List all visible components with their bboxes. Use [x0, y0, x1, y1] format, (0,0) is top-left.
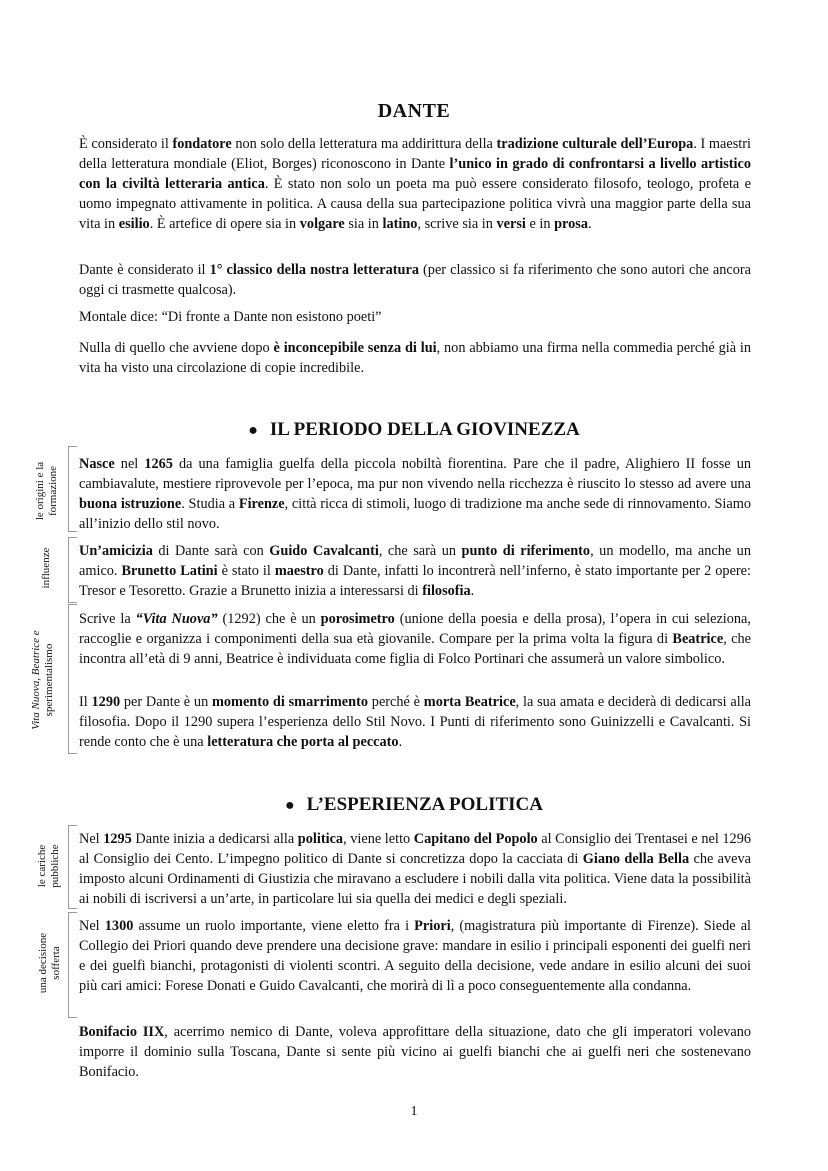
note-bracket: [68, 825, 77, 909]
page-title: DANTE: [377, 100, 451, 122]
side-note-decisione: una decisione sofferta: [37, 932, 62, 994]
note-bracket: [68, 537, 77, 603]
page-number: 1: [410, 1104, 418, 1119]
politica-paragraph-2: Nel 1300 assume un ruolo importante, viene eletto fra i Priori, (magistratura più importante di Firenze). Siede al Collegio dei Priori quando deve prendere una decisione grave: mandare in esilio i principali esponenti dei guelfi neri e dei guelfi bianchi, protagonisti di violenti scontri. A seguito della decisione, vede andare in esilio alcuni dei suoi più cari amici: Forese Donati e Guido Cavalcanti, che morirà di lì a poco conseguentemente alla condanna.: [79, 918, 752, 994]
giovinezza-paragraph-2: Un’amicizia di Dante sarà con Guido Cavalcanti, che sarà un punto di riferimento, un modello, ma anche un amico. Brunetto Latini è stato il maestro di Dante, infatti lo incontrerà nell’inferno, è stato importante per 2 opere: Tresor e Tesoretto. Grazie a Brunetto inizia a interessarsi di filosofia.: [79, 543, 751, 599]
giovinezza-paragraph-1: Nasce nel 1265 da una famiglia guelfa della piccola nobiltà fiorentina. Pare che il padre, Alighiero II fosse un cambiavalute, mestiere riprovevole per l’epoca, ma pur non vivendo nella ricchezza è riuscito lo stesso ad avere una buona istruzione. Studia a Firenze, città ricca di stimoli, luogo di tradizione ma anche sede di rinnovamento. Siamo all’inizio dello stil novo.: [79, 456, 751, 532]
side-note-influenze: influenze: [40, 547, 52, 589]
intro-paragraph-3: Montale dice: “Di fronte a Dante non esistono poeti”: [79, 309, 382, 325]
intro-paragraph-2: Dante è considerato il 1° classico della nostra letteratura (per classico si fa riferimento che sono autori che ancora oggi ci trasmette qualcosa).: [79, 262, 751, 298]
giovinezza-paragraph-4: Il 1290 per Dante è un momento di smarrimento perché è morta Beatrice, la sua amata e deciderà di dedicarsi alla filosofia. Dopo il 1290 supera l’esperienza dello Stil Novo. I Punti di riferimento sono Guinizzelli e Cavalcanti. Si rende conto che è una letteratura che porta al peccato.: [79, 694, 752, 750]
section-heading-giovinezza: ● IL PERIODO DELLA GIOVINEZZA: [248, 419, 580, 440]
bullet-icon: ●: [248, 422, 258, 439]
side-note-vita-nuova: Vita Nuova, Beatrice e sperimentalismo: [30, 630, 55, 730]
politica-paragraph-1: Nel 1295 Dante inizia a dedicarsi alla politica, viene letto Capitano del Popolo al Consiglio dei Trentasei e nel 1296 al Consiglio dei Cento. L’impegno politico di Dante si concretizza dopo la cacciata di Giano della Bella che aveva imposto alcuni Ordinamenti di Giustizia che miravano a escludere i nobili dalla vita politica. Viene data la possibilità ai nobili di iscriversi a un’arte, in particolare lui sia quella dei medici e degli speziali.: [79, 831, 751, 907]
section-heading-politica: ● L’ESPERIENZA POLITICA: [284, 794, 543, 815]
intro-paragraph-4: Nulla di quello che avviene dopo è inconcepibile senza di lui, non abbiamo una firma nella commedia perché già in vita ha visto una circolazione di copie incredibile.: [79, 340, 752, 376]
giovinezza-paragraph-3: Scrive la “Vita Nuova” (1292) che è un porosimetro (unione della poesia e della prosa), l’opera in cui seleziona, raccoglie e organizza i componimenti della sua età giovanile. Compare per la prima volta la figura di Beatrice, che incontra all’età di 9 anni, Beatrice è individuata come figlia di Folco Portinari che assumerà un valore simbolico.: [79, 611, 751, 667]
side-note-origini: le origini e la formazione: [34, 461, 59, 521]
note-bracket: [68, 604, 77, 754]
politica-paragraph-3: Bonifacio IIX, acerrimo nemico di Dante, voleva approfittare della situazione, dato che gli imperatori volevano imporre il dominio sulla Toscana, Dante si sente più vicino ai guelfi bianchi che ai guelfi neri che sostenevano Bonifacio.: [79, 1024, 751, 1080]
note-bracket: [68, 912, 77, 1018]
side-note-cariche: le cariche pubbliche: [36, 844, 61, 888]
intro-paragraph-1: È considerato il fondatore non solo della letteratura ma addirittura della tradizione culturale dell’Europa. I maestri della letteratura mondiale (Eliot, Borges) riconoscono in Dante l’unico in grado di confrontarsi a livello artistico con la civiltà letteraria antica. È stato non solo un poeta ma può essere considerato filosofo, teologo, profeta e uomo impegnato attivamente in politica. A causa della sua partecipazione politica vivrà una maggior parte della sua vita in esilio. È artefice di opere sia in volgare sia in latino, scrive sia in versi e in prosa.: [79, 136, 752, 232]
bullet-icon: ●: [284, 797, 295, 814]
note-bracket: [68, 446, 77, 532]
